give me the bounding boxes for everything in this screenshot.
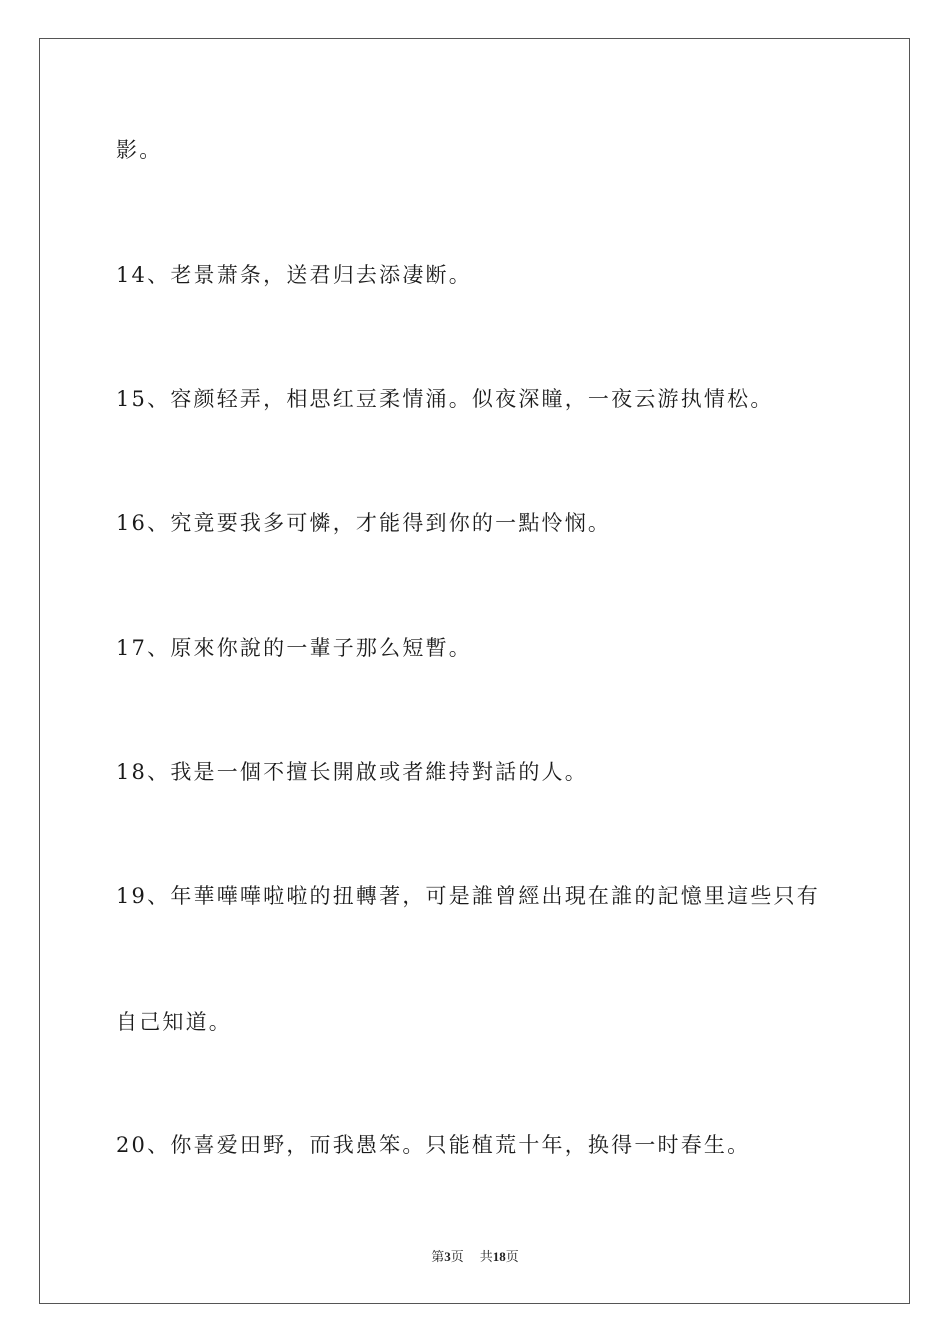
page-border xyxy=(39,38,910,1304)
total-prefix: 共 xyxy=(479,1249,493,1264)
text-line-20: 20、你喜爱田野，而我愚笨。只能植荒十年，换得一时春生。 xyxy=(116,1133,751,1157)
text-line-14: 14、老景萧条，送君归去添凄断。 xyxy=(116,263,472,287)
text-line-continuation: 影。 xyxy=(116,138,163,162)
text-line-17: 17、原來你說的一輩子那么短暫。 xyxy=(116,636,472,660)
page-prefix: 第 xyxy=(431,1249,445,1264)
text-line-16: 16、究竟要我多可憐，才能得到你的一點怜悯。 xyxy=(116,511,612,535)
total-suffix: 页 xyxy=(505,1249,519,1264)
page-suffix: 页 xyxy=(450,1249,464,1264)
total-pages: 18 xyxy=(492,1249,506,1264)
text-line-18: 18、我是一個不擅长開啟或者維持對話的人。 xyxy=(116,760,588,784)
text-line-15: 15、容颜轻弄，相思红豆柔情涌。似夜深瞳，一夜云游执情松。 xyxy=(116,387,774,411)
page-number: 3 xyxy=(444,1249,451,1264)
text-line-19: 19、年華嘩嘩啦啦的扭轉著，可是誰曾經出現在誰的記憶里這些只有 xyxy=(116,884,820,908)
text-line-19-continuation: 自己知道。 xyxy=(116,1010,232,1034)
page-footer xyxy=(0,1250,950,1263)
